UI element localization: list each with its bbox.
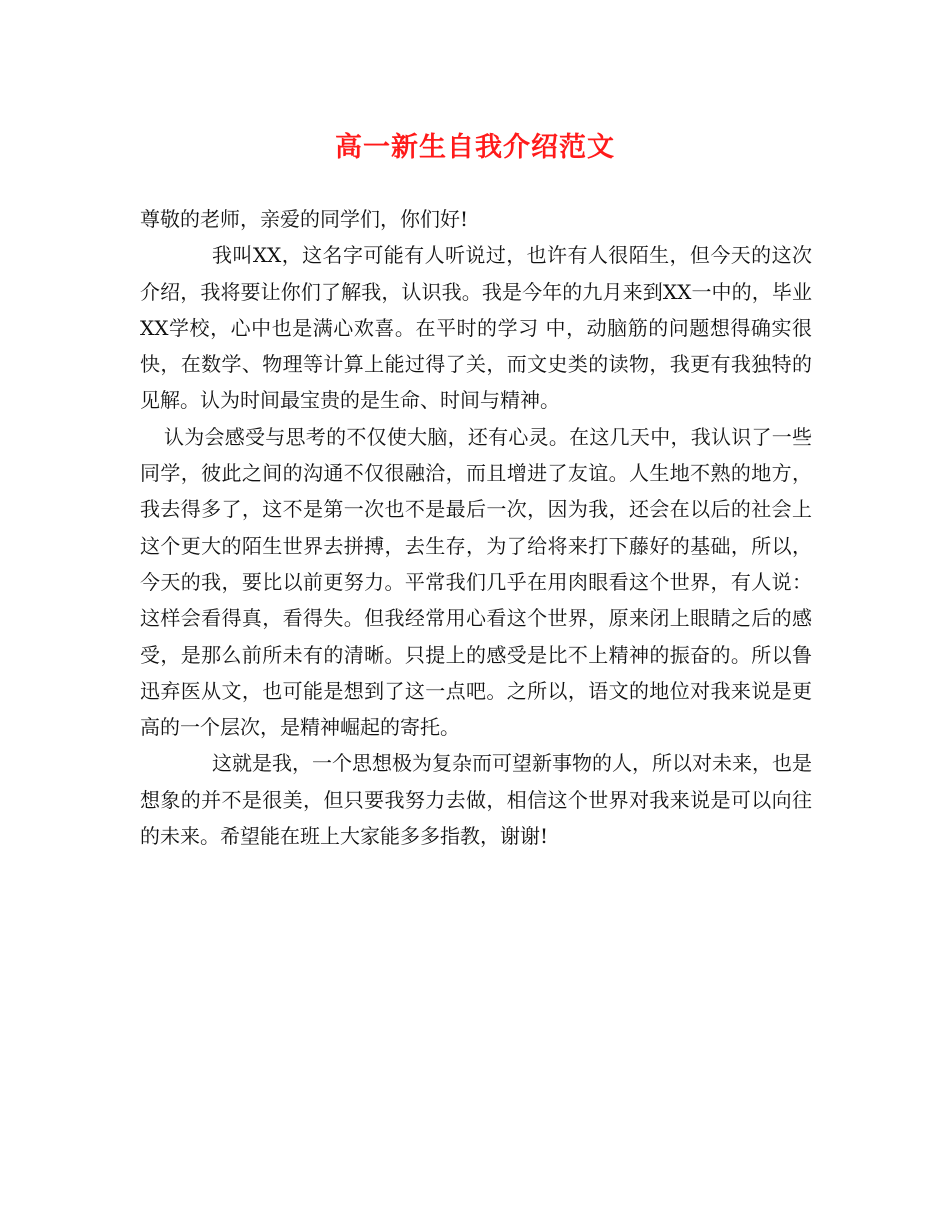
document-title: 高一新生自我介绍范文 <box>335 132 615 163</box>
paragraph-introduction: 我叫XX，这名字可能有人听说过，也许有人很陌生，但今天的这次介绍，我将要让你们了解我，认识我。我是今年的九月来到XX一中的，毕业XX学校，心中也是满心欢喜。在平时的学习 中，动脑筋的问题想得确实很快，在数学、物理等计算上能过得了关，而文史类的读物，我更有我独特的见解。认为时间最宝贵的是生命、时间与精神。 <box>140 243 812 413</box>
greeting-line: 尊敬的老师，亲爱的同学们，你们好! <box>140 207 469 231</box>
paragraph-closing: 这就是我，一个思想极为复杂而可望新事物的人，所以对未来，也是想象的并不是很美，但只要我努力去做，相信这个世界对我来说是可以向往的未来。希望能在班上大家能多多指教，谢谢! <box>140 751 812 849</box>
paragraph-reflection: 认为会感受与思考的不仅使大脑，还有心灵。在这几天中，我认识了一些同学，彼此之间的沟通不仅很融洽，而且增进了友谊。人生地不熟的地方，我去得多了，这不是第一次也不是最后一次，因为我，还会在以后的社会上这个更大的陌生世界去拼搏，去生存，为了给将来打下藤好的基础，所以，今天的我，要比以前更努力。平常我们几乎在用肉眼看这个世界，有人说：这样会看得真，看得失。但我经常用心看这个世界，原来闭上眼睛之后的感受，是那么前所未有的清晰。只提上的感受是比不上精神的振奋的。所以鲁迅弃医从文，也可能是想到了这一点吧。之所以，语文的地位对我来说是更高的一个层次，是精神崛起的寄托。 <box>140 424 812 740</box>
document-body <box>140 201 812 854</box>
